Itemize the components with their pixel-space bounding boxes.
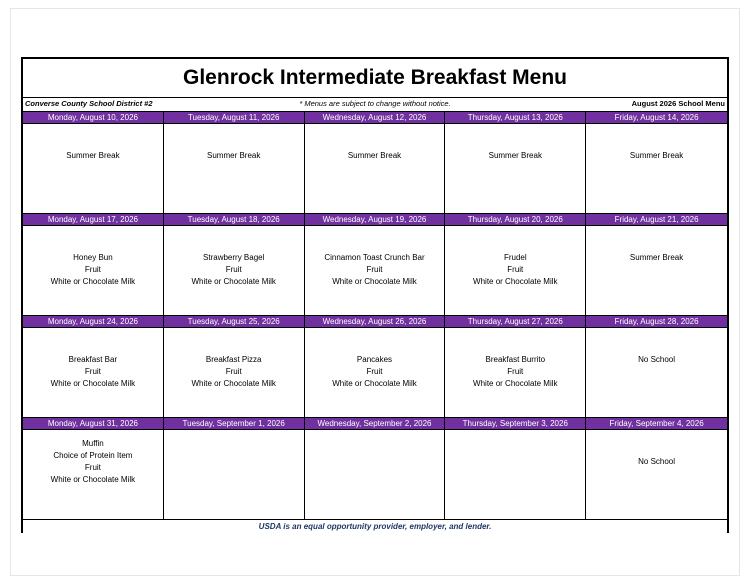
day-header: Tuesday, September 1, 2026 [164, 418, 305, 430]
footer [23, 520, 727, 533]
day-menu-cell [23, 430, 164, 520]
menu-item: Summer Break [66, 151, 120, 160]
day-header: Monday, August 31, 2026 [23, 418, 164, 430]
day-header: Friday, September 4, 2026 [586, 418, 727, 430]
menu-item: No School [638, 457, 676, 466]
menu-item: Summer Break [629, 151, 684, 160]
day-header: Tuesday, August 18, 2026 [164, 214, 305, 226]
menu-item: Cinnamon Toast Crunch Bar [324, 253, 425, 262]
day-header: Thursday, August 27, 2026 [445, 316, 586, 328]
menu-grid [23, 112, 727, 520]
day-menu-cell [164, 124, 305, 214]
menu-item: White or Chocolate Milk [191, 379, 276, 388]
day-header: Tuesday, August 11, 2026 [164, 112, 305, 124]
day-menu-cell [305, 226, 446, 316]
day-header: Thursday, August 13, 2026 [445, 112, 586, 124]
day-header: Monday, August 24, 2026 [23, 316, 164, 328]
day-header: Thursday, September 3, 2026 [445, 418, 586, 430]
menu-item: Fruit [84, 367, 101, 376]
day-menu-cell [445, 430, 586, 520]
day-menu-cell [23, 124, 164, 214]
menu-item: Breakfast Burrito [485, 355, 546, 364]
day-header: Friday, August 14, 2026 [586, 112, 727, 124]
page-title: Glenrock Intermediate Breakfast Menu [23, 59, 727, 98]
menu-item: White or Chocolate Milk [50, 475, 136, 484]
day-menu-cell [586, 328, 727, 418]
menu-item: Honey Bun [73, 253, 113, 262]
day-menu-cell [445, 328, 586, 418]
usda-statement: USDA is an equal opportunity provider, employer, and lender. [258, 522, 492, 531]
subheader [23, 98, 727, 112]
menu-item: Breakfast Pizza [205, 355, 262, 364]
day-menu-cell [305, 124, 446, 214]
menu-item: Fruit [507, 367, 524, 376]
day-menu-cell [305, 328, 446, 418]
menu-item: Pancakes [356, 355, 393, 364]
day-menu-cell [586, 430, 727, 520]
day-menu-cell [445, 124, 586, 214]
day-header: Wednesday, August 12, 2026 [305, 112, 446, 124]
menu-item: Summer Break [488, 151, 542, 160]
day-menu-cell [164, 328, 305, 418]
day-header: Wednesday, August 19, 2026 [305, 214, 446, 226]
menu-item: No School [638, 355, 676, 364]
day-menu-cell [586, 124, 727, 214]
menu-item: Fruit [225, 265, 242, 274]
day-menu-cell [586, 226, 727, 316]
menu-item: White or Chocolate Milk [473, 277, 558, 286]
menu-item: Fruit [225, 367, 242, 376]
day-menu-cell [445, 226, 586, 316]
menu-item: White or Chocolate Milk [473, 379, 558, 388]
menu-item: Summer Break [347, 151, 402, 160]
day-menu-cell [305, 430, 446, 520]
day-header: Wednesday, August 26, 2026 [305, 316, 446, 328]
menu-item: Choice of Protein Item [53, 451, 133, 460]
menu-item: Fruit [507, 265, 524, 274]
day-menu-cell [164, 226, 305, 316]
menu-item: Fruit [366, 367, 383, 376]
menu-item: White or Chocolate Milk [50, 277, 136, 286]
menu-item: Summer Break [629, 253, 684, 262]
menu-item: Summer Break [207, 151, 261, 160]
day-menu-cell [164, 430, 305, 520]
menu-item: Fruit [366, 265, 383, 274]
menu-item: Muffin [82, 439, 104, 448]
menu-item: White or Chocolate Milk [191, 277, 276, 286]
menu-item: Strawberry Bagel [203, 253, 265, 262]
day-header: Thursday, August 20, 2026 [445, 214, 586, 226]
disclaimer: * Menus are subject to change without notice. [299, 99, 451, 108]
menu-item: White or Chocolate Milk [50, 379, 136, 388]
menu-item: White or Chocolate Milk [332, 379, 417, 388]
menu-sheet [21, 57, 729, 533]
day-header: Wednesday, September 2, 2026 [305, 418, 446, 430]
menu-item: Breakfast Bar [68, 355, 118, 364]
day-header: Tuesday, August 25, 2026 [164, 316, 305, 328]
menu-item: Fruit [84, 463, 101, 472]
day-header: Friday, August 28, 2026 [586, 316, 727, 328]
day-header: Monday, August 17, 2026 [23, 214, 164, 226]
menu-item: White or Chocolate Milk [332, 277, 417, 286]
district-name: Converse County School District #2 [25, 99, 153, 108]
day-header: Friday, August 21, 2026 [586, 214, 727, 226]
menu-item: Frudel [503, 253, 527, 262]
day-menu-cell [23, 226, 164, 316]
menu-month: August 2026 School Menu [631, 99, 725, 108]
menu-item: Fruit [84, 265, 101, 274]
day-header: Monday, August 10, 2026 [23, 112, 164, 124]
day-menu-cell [23, 328, 164, 418]
